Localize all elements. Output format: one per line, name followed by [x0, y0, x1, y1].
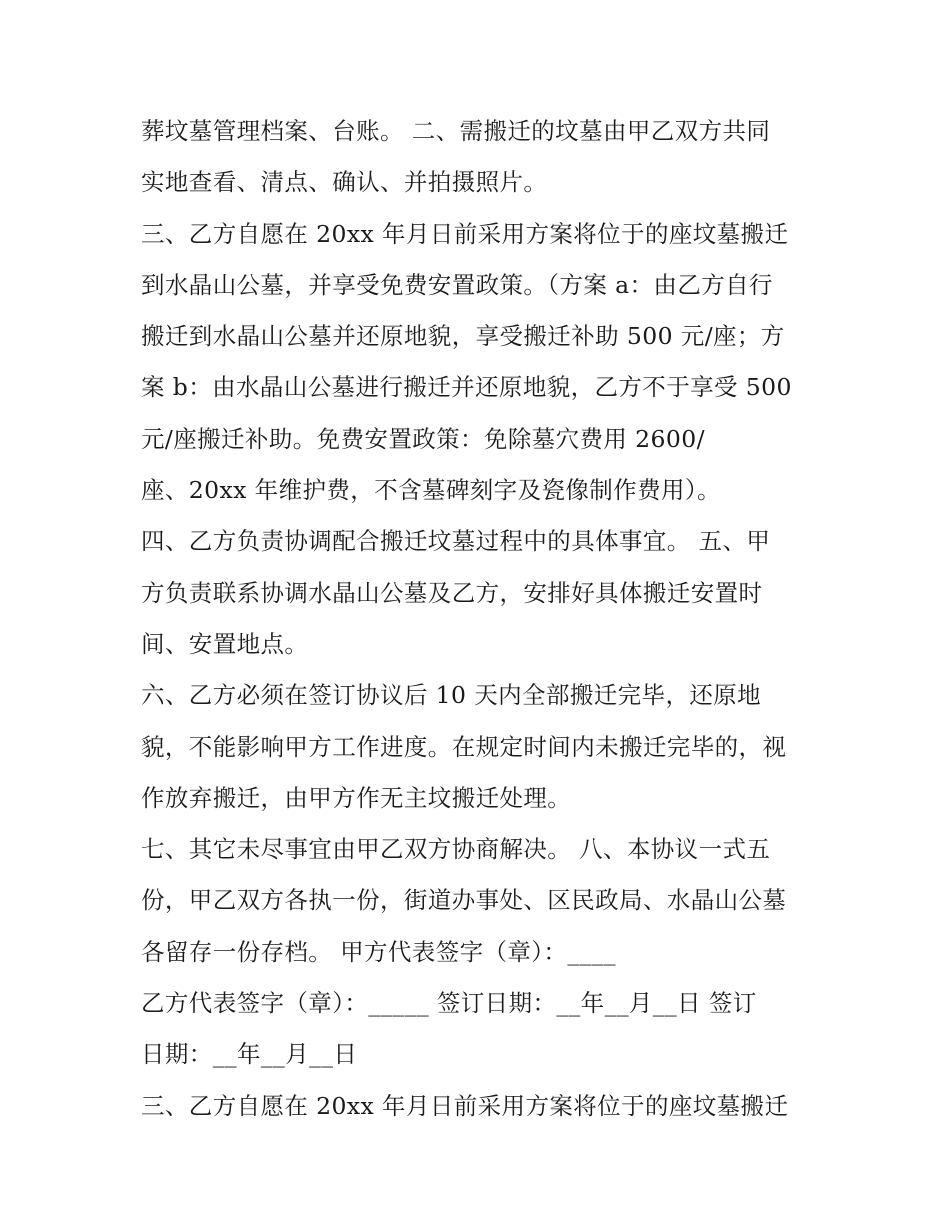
text-line: 作放弃搬迁，由甲方作无主坟搬迁处理。	[141, 783, 572, 812]
text-line: 七、其它未尽事宜由甲乙双方协商解决。 八、本协议一式五	[141, 835, 771, 864]
text-line: 三、乙方自愿在 20xx 年月日前采用方案将位于的座坟墓搬迁	[141, 219, 789, 248]
text-line: 乙方代表签字（章）：_____ 签订日期：__年__月__日 签订	[141, 989, 757, 1018]
text-line: 份，甲乙双方各执一份，街道办事处、区民政局、水晶山公墓	[141, 886, 787, 915]
agreement-text	[141, 106, 831, 1132]
text-line: 各留存一份存档。 甲方代表签字（章）：____	[141, 937, 616, 966]
text-line: 日期：__年__月__日	[141, 1040, 358, 1069]
text-line: 六、乙方必须在签订协议后 10 天内全部搬迁完毕，还原地	[141, 681, 762, 710]
text-line: 间、安置地点。	[141, 629, 309, 658]
text-line: 貌，不能影响甲方工作进度。在规定时间内未搬迁完毕的，视	[141, 732, 787, 761]
text-line: 葬坟墓管理档案、台账。 二、需搬迁的坟墓由甲乙双方共同	[141, 117, 771, 145]
text-line: 到水晶山公墓，并享受免费安置政策。（方案 a：由乙方自行	[141, 270, 773, 299]
text-line: 座、20xx 年维护费，不含墓碑刻字及瓷像制作费用）。	[141, 476, 721, 505]
text-line: 元/座搬迁补助。免费安置政策：免除墓穴费用 2600/	[141, 424, 705, 453]
text-line: 实地查看、清点、确认、并拍摄照片。	[141, 168, 548, 197]
text-line: 案 b：由水晶山公墓进行搬迁并还原地貌，乙方不于享受 500	[141, 373, 792, 402]
text-line: 方负责联系协调水晶山公墓及乙方，安排好具体搬迁安置时	[141, 578, 763, 607]
text-line: 三、乙方自愿在 20xx 年月日前采用方案将位于的座坟墓搬迁	[141, 1091, 789, 1120]
text-line: 四、乙方负责协调配合搬迁坟墓过程中的具体事宜。 五、甲	[141, 527, 771, 556]
text-line: 搬迁到水晶山公墓并还原地貌，享受搬迁补助 500 元/座；方	[141, 322, 785, 351]
